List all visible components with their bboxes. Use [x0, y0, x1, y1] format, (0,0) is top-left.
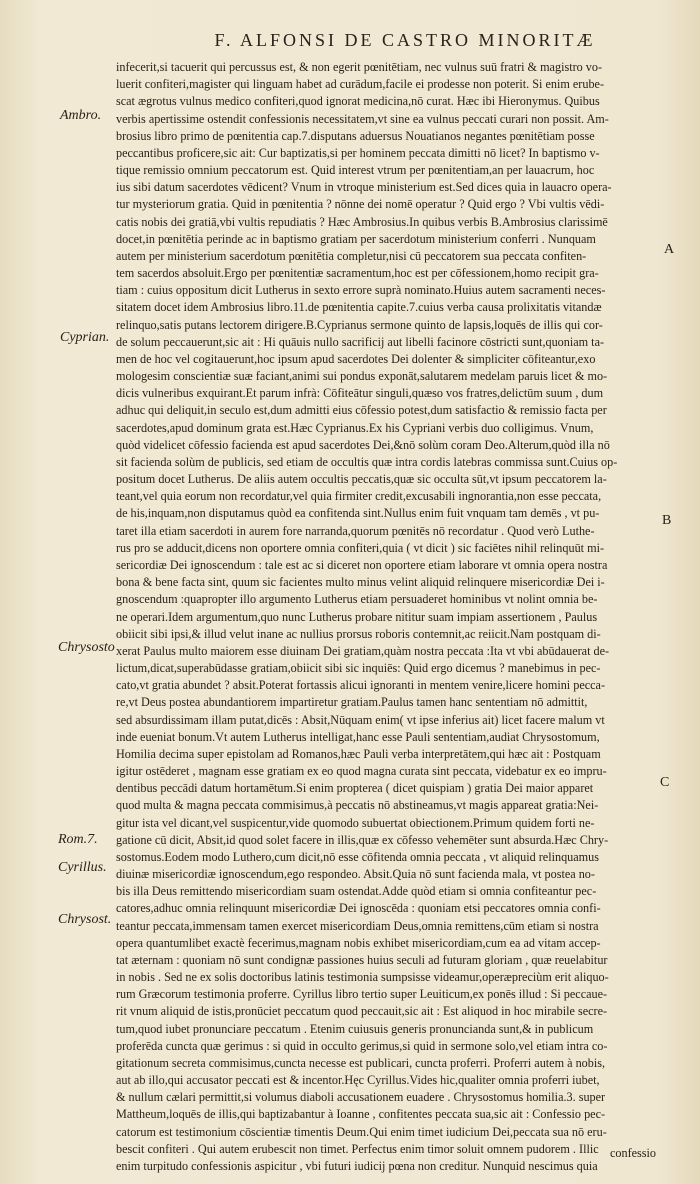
body-line: teant,vel quia eorum non recordatur,vel quia firmiter credit,excusabili ingnorantia,non esse peccata,	[116, 489, 602, 504]
body-line: positum docet Lutherus. De aliis autem occultis peccatis,quæ sic occulta sūt,vt ipsum peccatorem la-	[116, 472, 607, 487]
marginal-note-cyprian: Cyprian.	[60, 330, 110, 345]
body-line: sit facienda solùm de publicis, sed etiam de occultis quæ intra cordis latebras commissa sunt.Cuius op-	[116, 454, 618, 469]
body-line: infecerit,si tacuerit qui percussus est, & non egerit pœnitētiam, nec vulnus suū fratri & magistro vo-	[116, 60, 603, 74]
body-line: cato,vt gratia abundet ? absit.Poterat fortassis alicui ignoranti in mentem venire,licere homini pecca-	[116, 678, 606, 693]
body-line: ne operari.Idem argumentum,quo nunc Lutherus probare nititur suam impiam assertionem , Paulus	[116, 609, 598, 624]
body-line: lictum,dicat,superabūdasse gratiam,obiicit sibi sic inquiēs: Quid ergo dicemus ? manebimus in pec-	[116, 661, 601, 676]
body-line: catorum est testimonium cōscientiæ timentis Deum.Qui enim timet iudicium Dei,peccata sua nō eru-	[116, 1124, 607, 1139]
side-letter-c: C	[660, 775, 670, 790]
body-line: tique remissio omnium peccatorum est. Quid interest vtrum per pœnitentiam,an per lauacrum, hoc	[116, 163, 595, 178]
body-line: tat æternam : quoniam nō sunt condignæ passiones huius seculi ad futuram gloriam , quæ reuelabitur	[116, 952, 608, 967]
body-line: bescit confiteri . Qui autem erubescit non timet. Perfectus enim timor soluit omnem pudorem . Illic	[116, 1141, 599, 1156]
body-line: tum,quod iubet pronunciare peccatum . Etenim cuiusuis generis pronuncianda sunt,& in publicum	[116, 1021, 594, 1036]
body-line: catores,adhuc omnia relinquunt misericordiæ Dei ignoscēda : quoniam etsi peccatores omnia confi-	[116, 901, 601, 916]
body-line: aut ab illo,qui accusator peccati est & incentor.Hęc Cyrillus.Vides hic,qualiter omnia proferri iubet,	[116, 1073, 600, 1088]
body-line: scat ægrotus vulnus medico confiteri,quod ignorat medicina,nō curat. Hæc ibi Hieronymus. Quibus	[116, 94, 600, 109]
marginal-note-ambro: Ambro.	[60, 108, 102, 123]
body-line: sostomus.Eodem modo Luthero,cum dicit,nō esse cōfitenda omnia peccata , vt aliquid relinquamus	[116, 849, 599, 864]
body-line: sed absurdissimam illam putat,dicēs : Absit,Nūquam enim( vt ipse inferius ait) licet facere malum vt	[116, 712, 605, 727]
body-line: diuinæ misericordiæ ignoscendum,ego respondeo. Absit.Quia nō sunt facienda mala, vt postea no-	[116, 867, 595, 882]
body-line: tur mysteriorum gratia. Quid in pœnitentia ? nōnne dei nomē operatur ? Quid ergo ? Vbi vultis vēdi-	[116, 197, 605, 212]
body-line: opera quantumlibet exactè fecerimus,magnam nobis exhibet misericordiam,cum ea ad vitam accep-	[116, 935, 601, 950]
side-letter-a: A	[664, 242, 675, 257]
body-line: de his,inquam,non disputamus quòd ea confitenda sint.Nullus enim fuit vnquam tam demēs , vt pu-	[116, 506, 600, 521]
body-line: ius sibi datum sacerdotes vēdicent? Vnum in vtroque ministerium est.Sed dices quia in lauacro opera-	[116, 180, 612, 195]
body-line: tiam : cuius oppositum dicit Lutherus in sexto errore suprà nominato.Huius autem sacramenti neces-	[116, 283, 606, 298]
marginal-note-chrysost: Chrysost.	[58, 912, 112, 927]
body-line: de solum peccauerunt,sic ait : Hi quāuis nullo sacrificij aut libelli facinore cōstricti sunt,quoniam ta-	[116, 334, 605, 349]
body-line: verbis apertissime ostendit confessionis necessitatem,vt sine ea vulnus peccati curari non possit. Am-	[116, 111, 609, 126]
body-line: brosius libro primo de pœnitentia cap.7.disputans aduersus Nouatianos negantes pœnitētiam posse	[116, 128, 595, 143]
body-line: relinquo,satis putans lectorem dirigere.B.Cyprianus sermone quinto de lapsis,loquēs de illis qui cor-	[116, 317, 603, 332]
body-line: peccantibus proficere,sic ait: Cur baptizatis,si per hominem peccata dimitti nō licet? In baptismo v-	[116, 145, 600, 160]
body-line: mologesim conscientiæ suæ faciant,animi sui pondus exponāt,salutarem medelam paruis licet & mo-	[116, 369, 608, 384]
body-line: gitur ista vel dicant,vel suspicentur,vide quomodo subuertat obiectionem.Primum quidem forti ne-	[116, 815, 595, 830]
running-head: F. ALFONSI DE CASTRO MINORITÆ	[214, 30, 596, 50]
body-line: dentibus peccādi datum hortamētum.Si enim propterea ( dicet quispiam ) gratia Dei maior apparet	[116, 781, 594, 796]
body-line: & nullum cælari permittit,si volumus diaboli accusationem euadere . Chrysostomus homilia.3. super	[116, 1090, 606, 1105]
marginal-note-cyrillus: Cyrillus.	[58, 860, 107, 875]
body-line: gatione cū dicit, Absit,id quod solet facere in illis,quæ ex cōfesso vehemēter sunt absurda.Hæc Chry-	[116, 832, 609, 847]
body-line: sericordiæ Dei ignoscendum : tale est ac si diceret non oportere etiam laborare vt omnia opera nostra	[116, 557, 608, 572]
body-line: proferēda cuncta quæ gerimus : si quid in occulto gerimus,si quid in sermone solo,vel etiam intra co-	[116, 1038, 608, 1053]
body-line: sitatem docet idem Ambrosius libro.11.de pœnitentia capite.7.cuius verba causa prolixitatis vitandæ	[116, 300, 602, 315]
body-line: rum Græcorum testimonia proferre. Cyrillus libro tertio super Leuiticum,ex ponēs illud : Si peccaue-	[116, 987, 608, 1002]
body-line: rit vnum aliquid de istis,pronūciet peccatum quod peccauit,sic ait : Est aliquod in hoc mirabile secre-	[116, 1004, 608, 1019]
body-line: igitur ostēderet , magnam esse gratiam ex eo quod magna curata sint peccata, videbatur ex eo impru-	[116, 764, 607, 779]
body-line: men de hoc vel cogitauerunt,hoc ipsum apud sacerdotes Dei dolenter & simpliciter cōfiteantur,exo	[116, 351, 596, 366]
body-line: teantur peccata,immensam tamen exercet misericordiam Deus,omnia remittens,cūm etiam si nostra	[116, 918, 599, 933]
body-line: adhuc qui deliquit,in seculo est,dum admitti eius cōfessio potest,dum satisfactio & remissio facta per	[116, 403, 607, 418]
body-line: rus pro se adducit,dicens non oportere omnia confiteri,quia ( vt dicit ) sic faciētes nihil relinquūt mi-	[116, 540, 605, 555]
marginal-note-rom: Rom.7.	[58, 832, 98, 847]
marginal-note-chrysosto: Chrysosto	[58, 640, 115, 655]
body-line: catis nobis dei gratiā,vbi vultis repudiatis ? Hæc Ambrosius.In quibus verbis B.Ambrosius clarissimē	[116, 214, 608, 229]
body-line: in nobis . Sed ne ex solis doctoribus latinis testimonia sumpsisse videamur,operæpreciùm erit aliquo-	[116, 970, 609, 985]
body-line: gnoscendum :quapropter illo argumento Lutherus etiam persuaderet hominibus vt nolint omnia be-	[116, 592, 598, 607]
body-line: quòd videlicet cōfessio facienda est apud sacerdotes Dei,&nō solùm coram Deo.Alterum,quòd illa nō	[116, 437, 610, 452]
body-line: tem sacerdos absoluit.Ergo per pœnitentiæ sacramentum,hoc est per cōfessionem,homo recipit gra-	[116, 266, 599, 281]
body-line: re,vt Deus postea abundantiorem impartiretur gratiam.Paulus tamen hanc sententiam nō admittit,	[116, 695, 588, 710]
body-line: autem per ministerium sacerdotum pœnitētia completur,nisi cū peccatorem sua peccata confiten-	[116, 248, 587, 263]
catchword: confessio	[609, 1146, 656, 1160]
body-line: obiicit sibi ipsi,& illud velut inane ac nullius prorsus roboris contemnit,ac reiicit.Nam postquam di-	[116, 626, 601, 641]
body-line: bona & bene facta sint, quum sic facientes multo minus velint aliquid relinquere misericordiæ Dei i-	[116, 575, 605, 590]
body-line: taret illa etiam sacerdoti in aurem fore narranda,quorum pœnitēs nō recordatur . Quod verò Luthe-	[116, 523, 595, 538]
body-line: bis illa Deus remittendo misericordiam suam ostendat.Adde quòd etiam si omnia confiteantur pec-	[116, 884, 597, 899]
body-line: xerat Paulus multo maiorem esse diuinam Dei gratiam,quàm nostra peccata :Ita vt vbi abūdauerat de-	[116, 643, 610, 658]
body-text	[116, 59, 656, 1175]
body-line: gitationum secreta commisimus,cuncta necesse est publicari, cuncta proferri. Proferri autem à nobis,	[116, 1055, 606, 1070]
body-line: docet,in pœnitētia perinde ac in baptismo gratiam per sacerdotum ministerium conferri . Nunquam	[116, 231, 596, 246]
body-line: inde eueniat bonum.Vt autem Lutherus intelligat,hanc esse Pauli sententiam,audiat Chrysostomum,	[116, 729, 600, 744]
side-letter-b: B	[662, 513, 672, 528]
body-line: Homilia decima super epistolam ad Romanos,hæc Pauli verba interpretātem,qui hæc ait : Postquam	[116, 746, 601, 761]
body-line: dicis vulneribus exquirant.Et parum infrà: Cōfiteātur singuli,quæso vos fratres,delictūm suum , dum	[116, 386, 604, 401]
body-line: luerit confiteri,magister qui linguam habet ad curādum,facile ei prodesse non poterit. Si enim erube-	[116, 77, 605, 92]
body-line: quod multa & magna peccata commisimus,à peccatis nō abstineamus,vt magis appareat gratia:Nei-	[116, 798, 599, 813]
body-line: Mattheum,loquēs de illis,qui baptizabantur à Ioanne , confitentes peccata sua,sic ait : Confessio pec-	[116, 1107, 606, 1122]
body-line: sacerdotes,apud dominum grata est.Hæc Cyprianus.Ex his Cypriani verbis duo colligimus. Vnum,	[116, 420, 594, 435]
body-line: enim turpitudo confessionis aspicitur , vbi futuri iudicij pœna non creditur. Nunquid nescimus quia	[116, 1159, 598, 1173]
